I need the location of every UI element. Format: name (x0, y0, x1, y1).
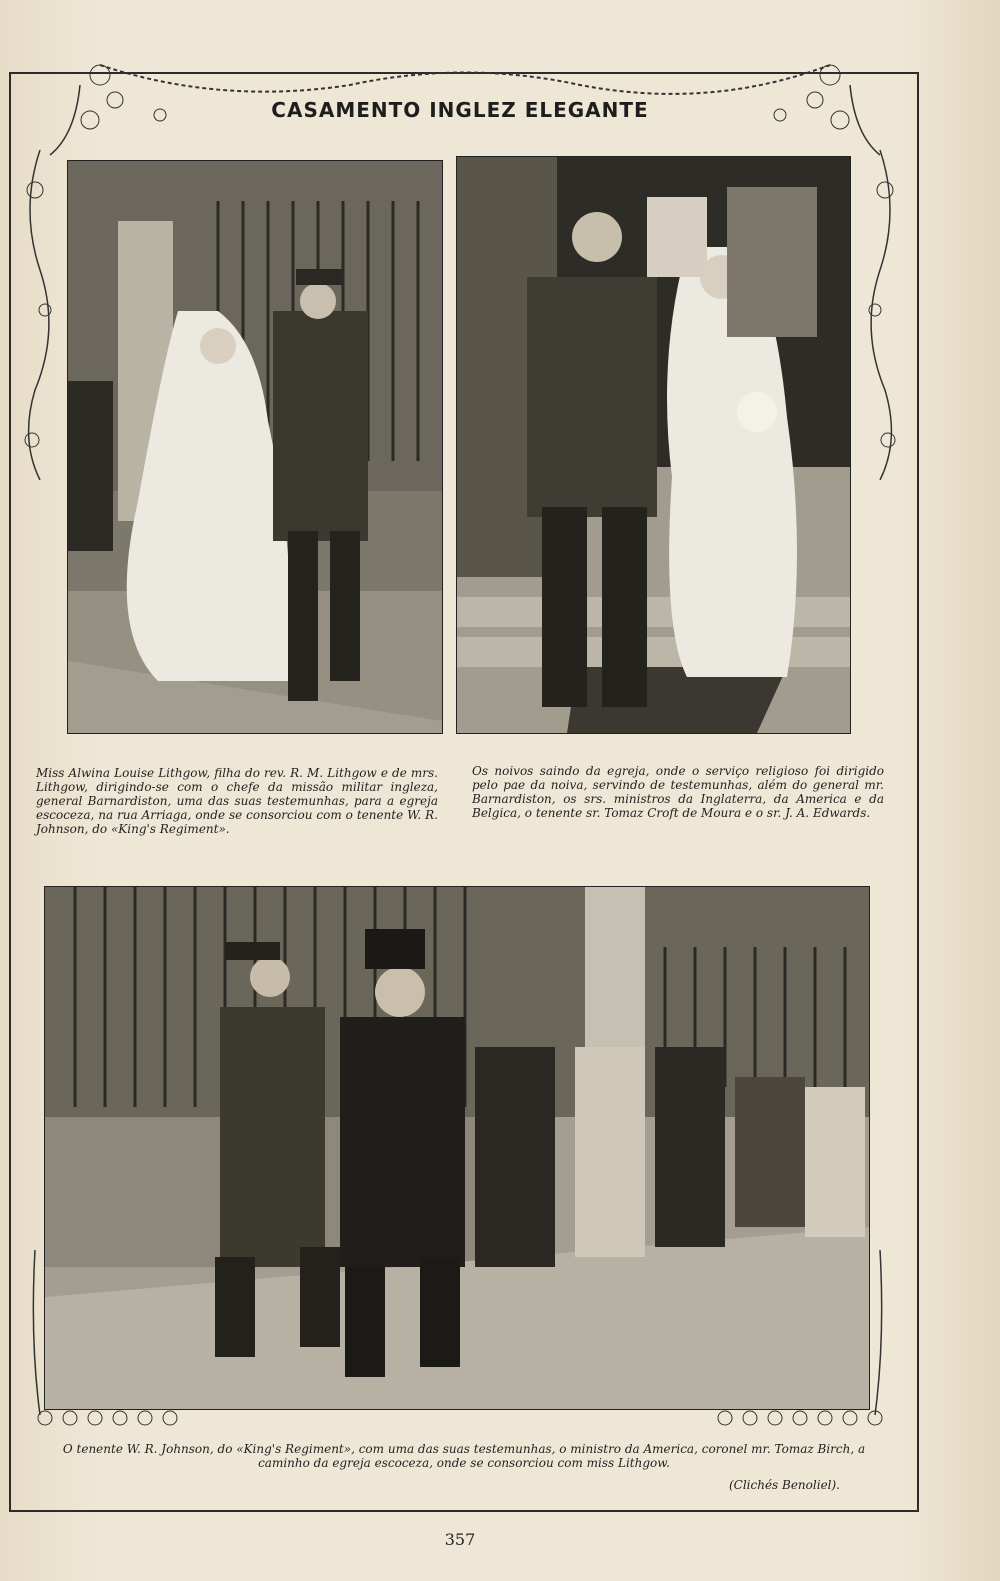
photo-credit: (Clichés Benoliel). (728, 1478, 840, 1492)
bottom-right-ornament (705, 1250, 890, 1430)
right-side-ornament (850, 150, 910, 480)
caption-top-left: Miss Alwina Louise Lithgow, filha do rev. R. M. Lithgow e de mrs. Lithgow, dirigindo-se com o chefe da missão militar ingleza, general Barnardiston, uma das suas testemunhas, para a egreja escoceza, na rua Arriaga, onde se consorciou com o tenente W. R. Johnson, do «King's Regiment». (36, 766, 438, 836)
photo-top-right (456, 156, 851, 734)
photo-top-left (67, 160, 443, 734)
page-number: 357 (444, 1530, 476, 1549)
caption-top-right: Os noivos saindo da egreja, onde o serviço religioso foi dirigido pelo pae da noiva, servindo de testemunhas, além do general mr. Barnardiston, os srs. ministros da Inglaterra, da America e da Belgica, o tenente sr. Tomaz Croft de Moura e o sr. J. A. Edwards. (472, 764, 884, 820)
page-title: CASAMENTO INGLEZ ELEGANTE (271, 98, 649, 122)
bottom-left-ornament (25, 1250, 195, 1430)
caption-bottom: O tenente W. R. Johnson, do «King's Regiment», com uma das suas testemunhas, o ministro da America, coronel mr. Tomaz Birch, a caminho da egreja escoceza, onde se consorciou com miss Lithgow. (62, 1442, 866, 1470)
left-side-ornament (10, 150, 70, 480)
